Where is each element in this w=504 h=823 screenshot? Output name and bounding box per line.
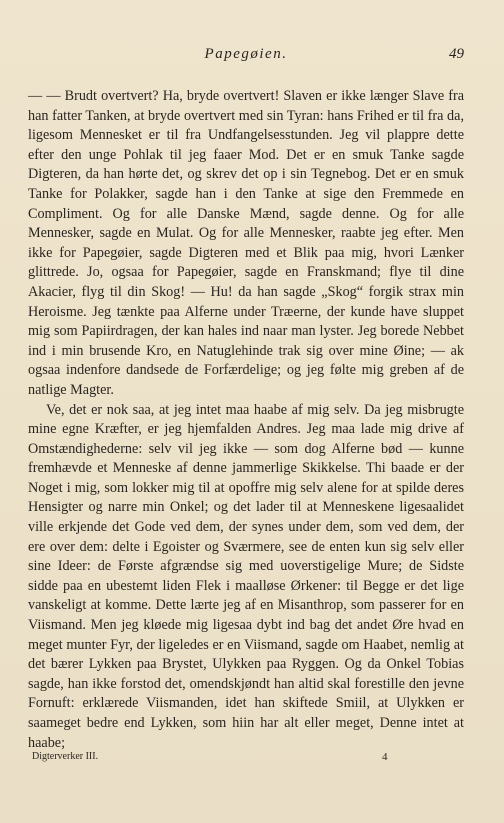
page-footer — [28, 751, 464, 765]
page-number: 49 — [449, 46, 464, 62]
body-text — [28, 87, 464, 753]
signature-mark: Digterverker III. — [32, 751, 99, 762]
sheet-number: 4 — [382, 751, 388, 763]
paragraph-2: Ve, det er nok saa, at jeg intet maa haabe af mig selv. Da jeg misbrugte mine egne Kræfter, er jeg hjemfalden Andres. Jeg maa lade mig drive af Omstændighederne: selv vil jeg ikke — som dog Alferne bød — kunne fremhævde et Menneske af denne jammerlige Skikkelse. Thi baade er der Noget i mig, som lokker mig til at opoffre mig selv alene for at spilde deres Hensigter og narre min Onkel; og det lader til at Menneskene ligesaalidet ville erkjende det Gode ved dem, der synes under dem, som ved dem, der ere over dem: delte i Egoister og Sværmere, see de enten kun sig selv eller sine Ideer: de Første afgrændse sig med uoverstigelige Mure; de Sidste sidde paa en ubestemt liden Flek i maalløse Ørkener: til Begge er det lige vanskeligt at komme. Dette lærte jeg af en Misanthrop, som passerer for en Viismand. Men jeg kløede mig ligesaa dybt ind bag det andet Øre hvad en meget munter Fyr, der ligeledes er en Viismand, sagde om Haabet, nemlig at det bærer Lykken paa Brystet, Ulykken paa Ryggen. Og da Onkel Tobias sagde, han ikke forstod det, omendskjøndt han altid skal forestille den jevne Fornuft: erklærede Viismanden, idet han skiftede Smiil, at Ulykken er saameget bedre end Lykken, som hiin har alt eller meget, Denne intet at haabe; — [28, 401, 464, 751]
running-title: Papegøien. — [204, 46, 288, 62]
paragraph-1: — — Brudt overtvert? Ha, bryde overtvert! Slaven er ikke længer Slave fra han fatter Tanken, at bryde overtvert med sin Tyran: hans Frihed er til fra da, ligesom Mennesket er til fra Undfangelsesstunden. Jeg vil plappre dette efter den unge Pohlak til jeg faaer Mod. Det er en smuk Tanke sagde Digteren, da han hørte det, og skrev det op i sin Tegnebog. Det er en smuk Tanke for Polakker, sagde han i den Tanke at sige den Fremmede en Compliment. Og for alle Danske Mænd, sagde denne. Og for alle Mennesker, sagde en Mulat. Og for alle Mennesker, raabte jeg efter. Men ikke for Papegøier, sagde Digteren med et Blik paa mig, hvori Lænker glittrede. Jo, ogsaa for Papegøier, sagde en Franskmand; flye til dine Akacier, flyg til din Skog! — Hu! da han sagde „Skog“ forgik strax min Heroisme. Jeg tænkte paa Alferne under Træerne, der kunde have sluppet mig som Papiirdragen, der kan hales ind naar man lyster. Jeg borede Nebbet ind i min brusende Kro, en Natuglehinde trak sig over mine Øine; — ak ogsaa indenfore dandsede de Forfærdelige; og jeg følte mig greben af de natlige Magter. — [28, 88, 464, 398]
page-header — [28, 46, 464, 66]
